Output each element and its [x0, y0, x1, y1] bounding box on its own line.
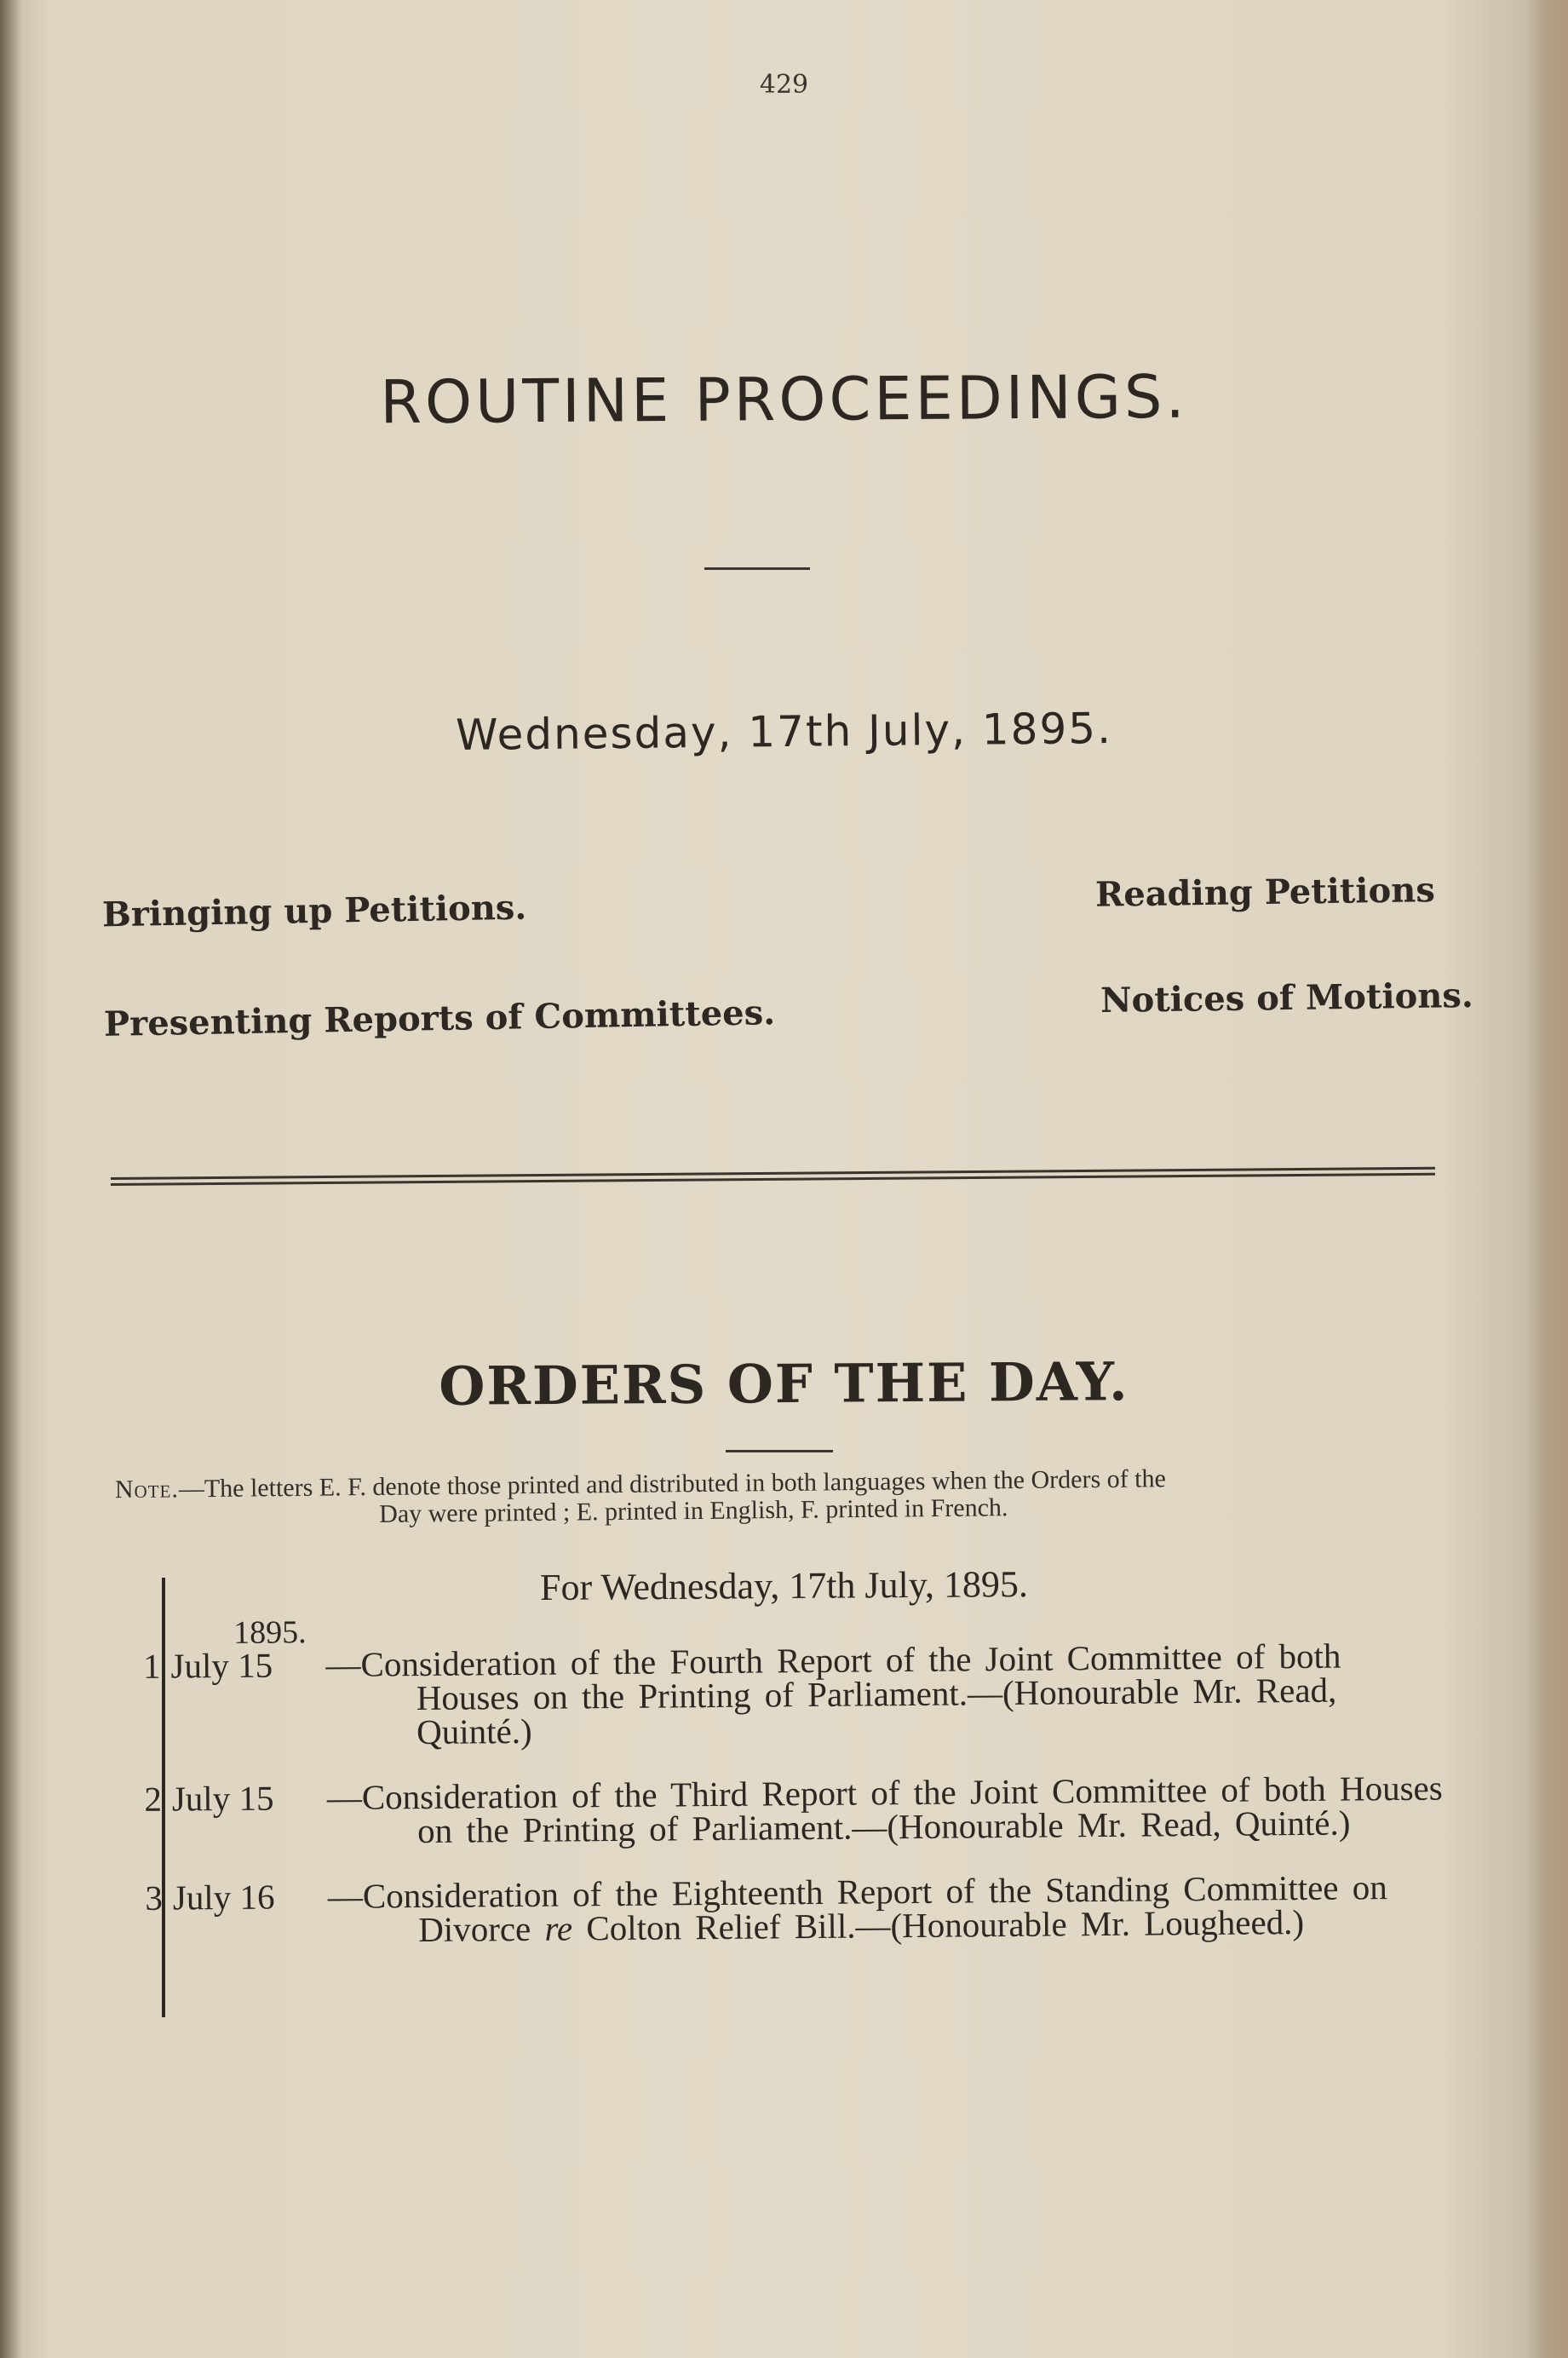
note-line-1: —The letters E. F. denote those printed and distributed in both languages when the Orders of the	[178, 1464, 1166, 1504]
page-edge-shadow	[1527, 0, 1568, 2358]
order-item	[129, 1770, 1459, 1850]
note-paragraph	[115, 1463, 1445, 1531]
order-text: —Consideration of the Third Report of the Joint Committee of both Houses on the Printing of Parliament.—(Honourable Mr. Read, Quinté.)	[326, 1768, 1443, 1851]
order-text-italic: re	[544, 1908, 573, 1948]
order-text	[327, 1867, 1460, 1950]
order-item	[130, 1869, 1460, 1949]
orders-date-heading: For Wednesday, 17th July, 1895.	[539, 1563, 1029, 1608]
order-item	[128, 1637, 1457, 1751]
order-date: July 16	[172, 1877, 275, 1918]
section-divider	[111, 1167, 1435, 1186]
orders-of-the-day-heading: ORDERS OF THE DAY.	[439, 1350, 1129, 1418]
note-line-2: Day were printed ; E. printed in English, F. printed in French.	[379, 1493, 1008, 1528]
order-text-part: Colton Relief Bill.—(Honourable Mr. Lougheed.)	[571, 1901, 1305, 1948]
routine-proceedings-heading: ROUTINE PROCEEDINGS.	[380, 361, 1188, 438]
presenting-reports: Presenting Reports of Committees.	[103, 992, 776, 1044]
order-text: —Consideration of the Fourth Report of the Joint Committee of both Houses on the Printing of Parliament.—(Honourable Mr. Read, Quinté.)	[325, 1636, 1341, 1752]
notices-of-motions: Notices of Motions.	[1100, 975, 1474, 1021]
order-date: July 15	[170, 1645, 273, 1686]
order-text-part: —Consideration of the Eighteenth Report of the Standing Committee on Divorce	[327, 1867, 1387, 1950]
page-number: 429	[759, 70, 809, 100]
reading-petitions: Reading Petitions	[1094, 870, 1436, 915]
year-header: 1895.	[233, 1614, 307, 1651]
orders-list	[128, 1607, 1460, 1980]
heading-rule	[704, 567, 810, 570]
order-number: 3	[145, 1878, 164, 1918]
bringing-up-petitions: Bringing up Petitions.	[101, 887, 527, 935]
note-lead: Note.	[114, 1475, 180, 1504]
order-date: July 15	[171, 1778, 274, 1819]
routine-date: Wednesday, 17th July, 1895.	[455, 703, 1113, 761]
order-number: 2	[144, 1779, 163, 1819]
orders-heading-rule	[726, 1450, 833, 1452]
order-number: 1	[142, 1646, 161, 1686]
